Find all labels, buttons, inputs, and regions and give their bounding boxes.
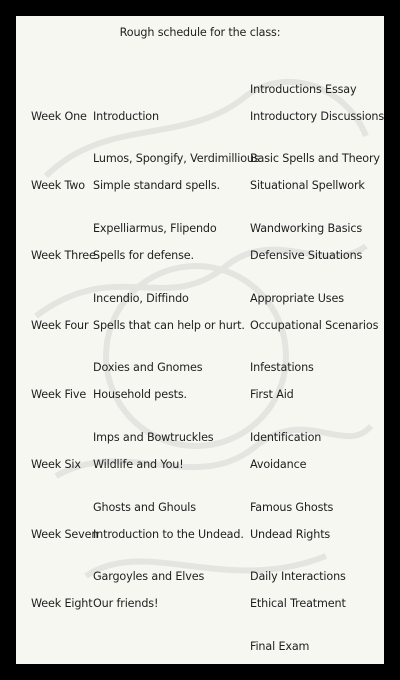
week-label: Week Five bbox=[31, 388, 87, 401]
week-focus-top: Wandworking Basics bbox=[250, 222, 363, 235]
week-label: Week Two bbox=[31, 179, 85, 192]
week-label: Week Seven bbox=[31, 528, 99, 541]
intro-focus: Introductions Essay bbox=[250, 83, 357, 96]
week-focus-bottom: Situational Spellwork bbox=[250, 179, 365, 192]
week-focus-top: Daily Interactions bbox=[250, 570, 346, 583]
week-spells: Imps and Bowtruckles bbox=[93, 431, 214, 444]
week-topic: Our friends! bbox=[93, 597, 159, 610]
week-focus-top: Identification bbox=[250, 431, 322, 444]
week-focus-top: Appropriate Uses bbox=[250, 292, 344, 305]
schedule-page bbox=[16, 16, 384, 664]
week-focus-top: Basic Spells and Theory bbox=[250, 152, 380, 165]
week-spells: Ghosts and Ghouls bbox=[93, 501, 196, 514]
week-topic: Spells for defense. bbox=[93, 249, 194, 262]
week-topic: Simple standard spells. bbox=[93, 179, 220, 192]
week-focus-bottom: Defensive Situations bbox=[250, 249, 363, 262]
week-focus-top: Infestations bbox=[250, 361, 314, 374]
week-label: Week Eight bbox=[31, 597, 93, 610]
week-focus-bottom: Avoidance bbox=[250, 458, 307, 471]
week-label: Week One bbox=[31, 110, 87, 123]
week-focus-bottom: Ethical Treatment bbox=[250, 597, 346, 610]
week-focus-bottom: Undead Rights bbox=[250, 528, 331, 541]
week-topic: Spells that can help or hurt. bbox=[93, 319, 245, 332]
week-topic: Household pests. bbox=[93, 388, 187, 401]
week-focus-bottom: First Aid bbox=[250, 388, 294, 401]
week-spells: Lumos, Spongify, Verdimillious bbox=[93, 152, 260, 165]
week-topic: Wildlife and You! bbox=[93, 458, 184, 471]
week-label: Week Three bbox=[31, 249, 96, 262]
schedule-title: Rough schedule for the class: bbox=[119, 26, 281, 39]
week-topic: Introduction to the Undead. bbox=[93, 528, 244, 541]
week-spells: Expelliarmus, Flipendo bbox=[93, 222, 217, 235]
week-topic: Introduction bbox=[93, 110, 159, 123]
week-label: Week Four bbox=[31, 319, 89, 332]
week-focus-top: Famous Ghosts bbox=[250, 501, 334, 514]
week-spells: Incendio, Diffindo bbox=[93, 292, 189, 305]
final-exam: Final Exam bbox=[250, 640, 310, 653]
week-label: Week Six bbox=[31, 458, 81, 471]
week-focus-bottom: Occupational Scenarios bbox=[250, 319, 379, 332]
week-focus-bottom: Introductory Discussions bbox=[250, 110, 384, 123]
week-spells: Gargoyles and Elves bbox=[93, 570, 205, 583]
week-spells: Doxies and Gnomes bbox=[93, 361, 203, 374]
